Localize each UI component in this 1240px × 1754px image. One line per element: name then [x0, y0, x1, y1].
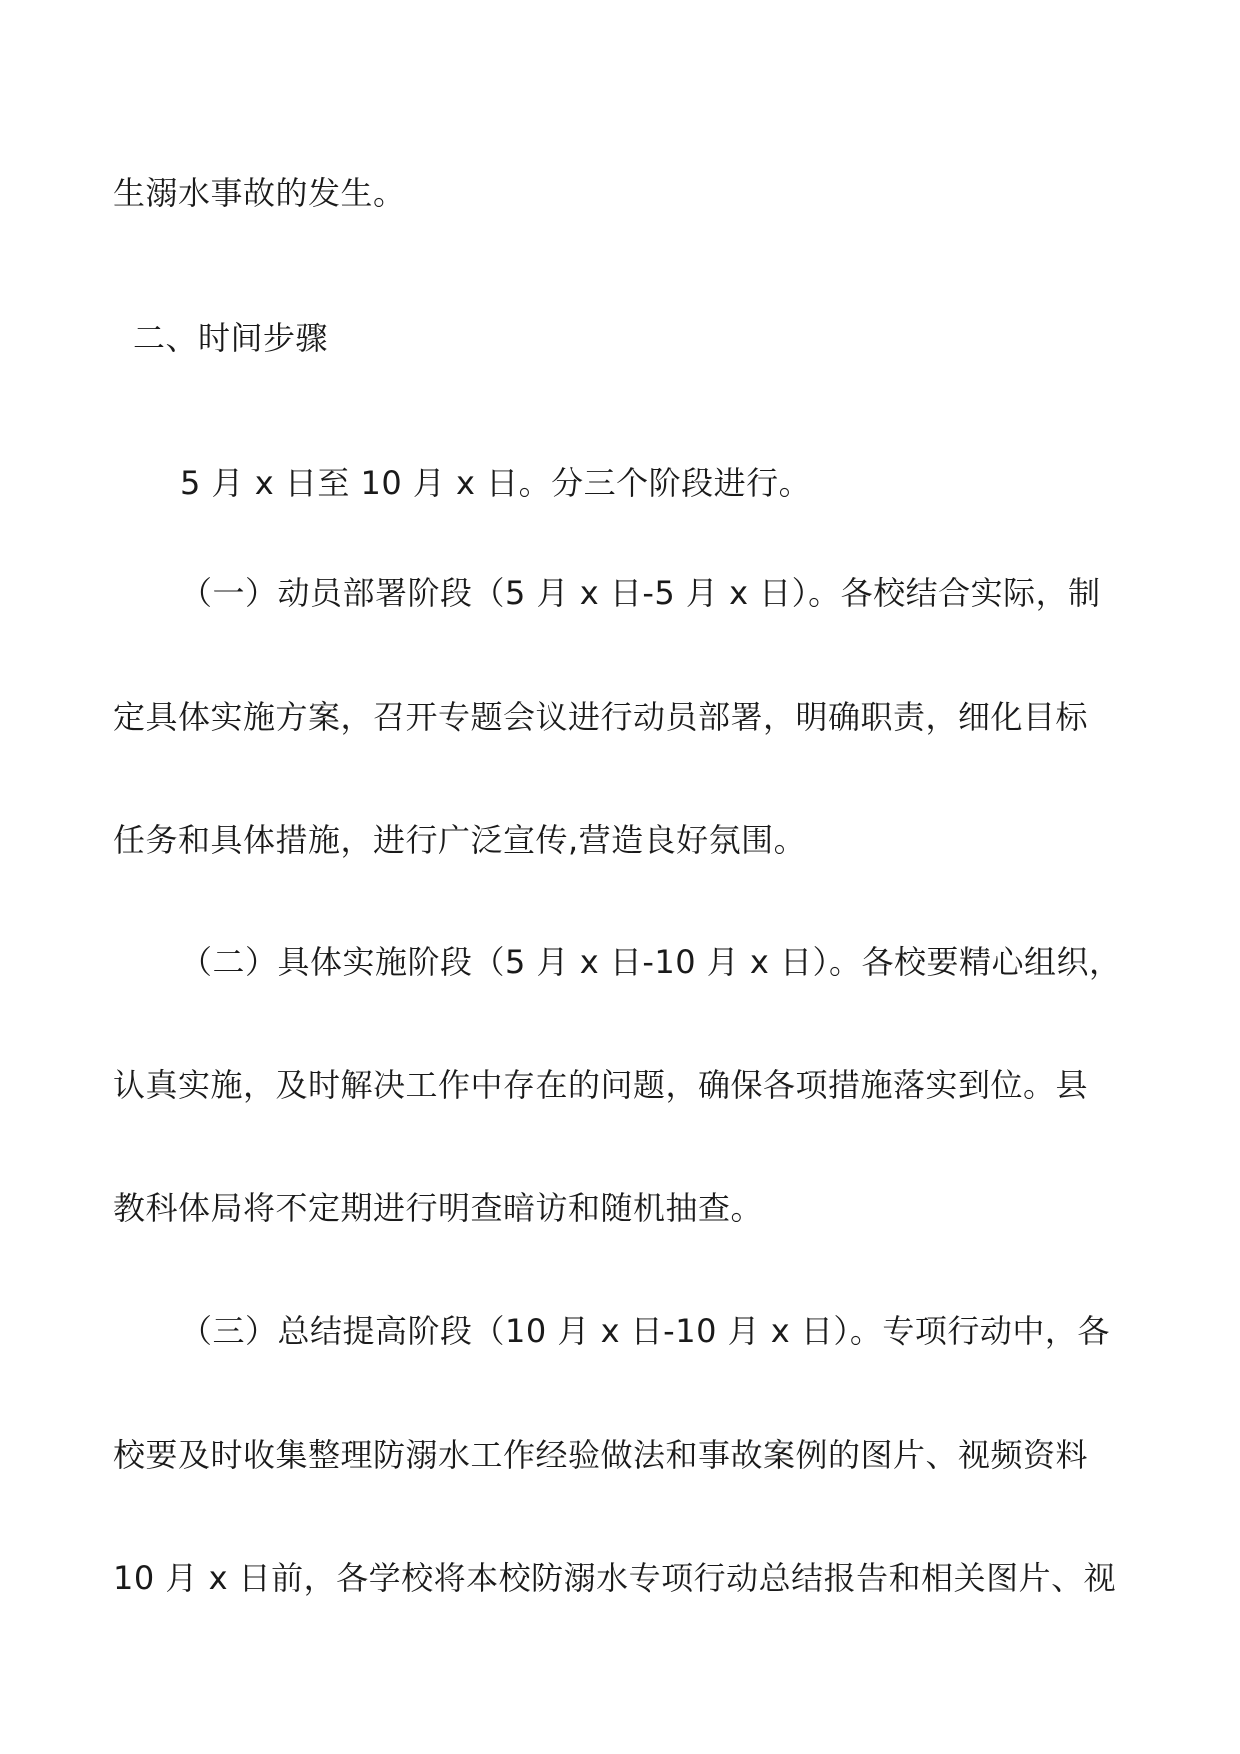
paragraph-line: （三）总结提高阶段（10 月 x 日-10 月 x 日）。专项行动中，各 [180, 1312, 1110, 1350]
paragraph-line: （一）动员部署阶段（5 月 x 日-5 月 x 日）。各校结合实际，制 [180, 574, 1101, 612]
paragraph-line: 教科体局将不定期进行明查暗访和随机抽查。 [113, 1189, 764, 1227]
paragraph-line: 10 月 x 日前，各学校将本校防溺水专项行动总结报告和相关图片、视 [113, 1559, 1117, 1597]
paragraph-line: 定具体实施方案，召开专题会议进行动员部署，明确职责，细化目标 [113, 698, 1089, 736]
paragraph-line: 生溺水事故的发生。 [113, 174, 406, 212]
paragraph-line: （二）具体实施阶段（5 月 x 日-10 月 x 日）。各校要精心组织， [180, 943, 1122, 981]
section-heading-time-steps: 二、时间步骤 [133, 319, 329, 357]
paragraph-line: 任务和具体措施，进行广泛宣传,营造良好氛围。 [113, 821, 807, 859]
paragraph-line: 5 月 x 日至 10 月 x 日。分三个阶段进行。 [180, 464, 812, 502]
paragraph-line: 校要及时收集整理防溺水工作经验做法和事故案例的图片、视频资料 [113, 1436, 1089, 1474]
paragraph-line: 认真实施，及时解决工作中存在的问题，确保各项措施落实到位。县 [113, 1066, 1089, 1104]
